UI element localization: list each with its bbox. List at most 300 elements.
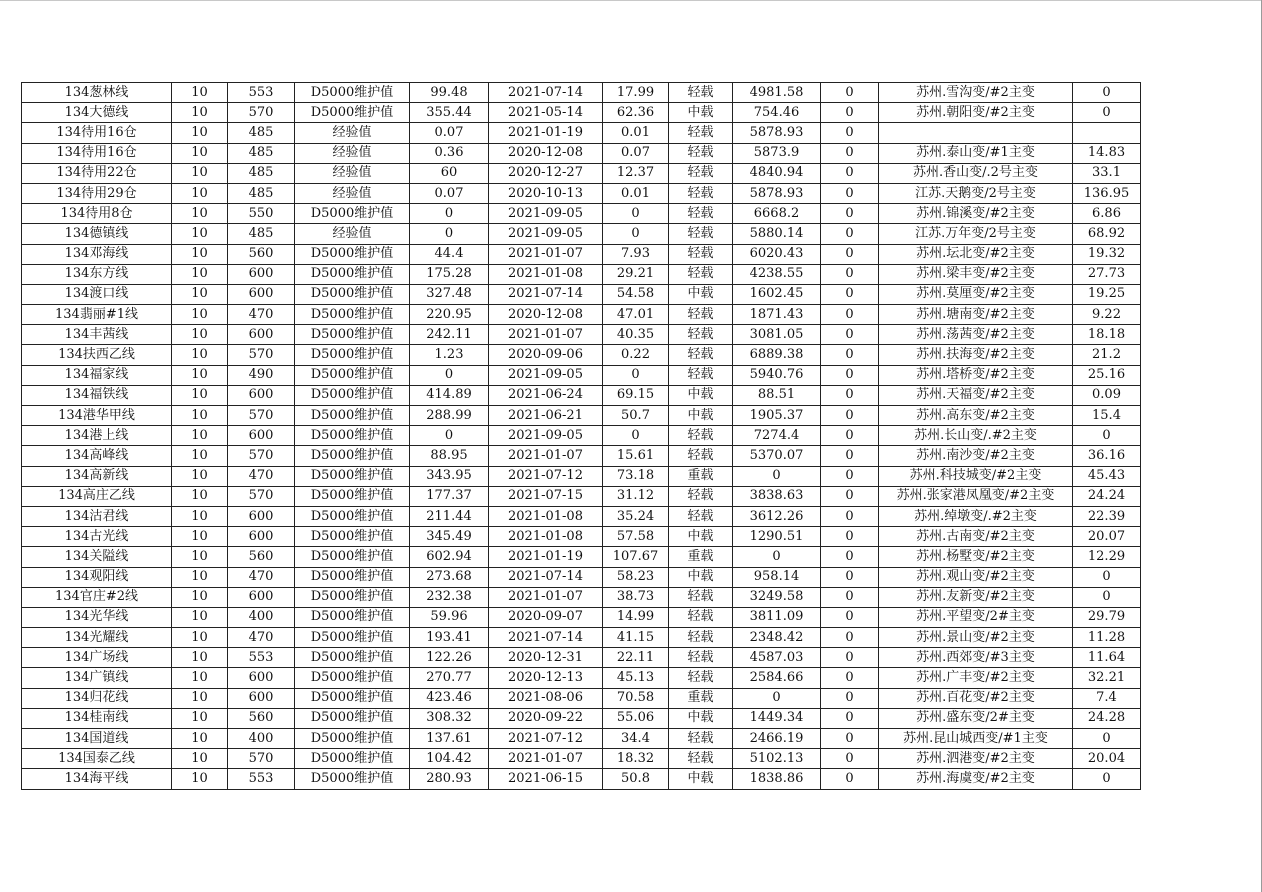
date-cell: 2021-08-06 — [489, 688, 603, 708]
voltage-cell: 10 — [172, 628, 228, 648]
load-rate-cell: 18.32 — [603, 749, 669, 769]
load-rate-cell: 50.8 — [603, 769, 669, 789]
line-name-cell: 134港华甲线 — [22, 406, 172, 426]
voltage-cell: 10 — [172, 365, 228, 385]
margin-cell: 5102.13 — [733, 749, 821, 769]
limit-cell: 600 — [228, 688, 295, 708]
limit-source-cell: D5000维护值 — [295, 749, 410, 769]
voltage-cell: 10 — [172, 567, 228, 587]
line-name-cell: 134待用29仓 — [22, 183, 172, 203]
load-level-cell: 轻载 — [669, 668, 733, 688]
limit-source-cell: D5000维护值 — [295, 708, 410, 728]
transformer-cell: 苏州.泗港变/#2主变 — [879, 749, 1073, 769]
margin-cell: 2466.19 — [733, 729, 821, 749]
flag-cell: 0 — [821, 668, 879, 688]
transformer-cell: 苏州.南沙变/#2主变 — [879, 446, 1073, 466]
load-level-cell: 轻载 — [669, 183, 733, 203]
transformer-rate-cell: 20.07 — [1073, 527, 1141, 547]
voltage-cell: 10 — [172, 446, 228, 466]
flag-cell: 0 — [821, 224, 879, 244]
max-load-cell: 59.96 — [410, 607, 489, 627]
max-load-cell: 0 — [410, 426, 489, 446]
flag-cell: 0 — [821, 486, 879, 506]
line-name-cell: 134高新线 — [22, 466, 172, 486]
limit-cell: 485 — [228, 123, 295, 143]
table-row — [22, 163, 1141, 183]
voltage-cell: 10 — [172, 729, 228, 749]
max-load-cell: 345.49 — [410, 527, 489, 547]
transformer-rate-cell: 9.22 — [1073, 305, 1141, 325]
date-cell: 2021-01-07 — [489, 749, 603, 769]
flag-cell: 0 — [821, 406, 879, 426]
transformer-cell: 苏州.梁丰变/#2主变 — [879, 264, 1073, 284]
date-cell: 2021-07-15 — [489, 486, 603, 506]
limit-cell: 485 — [228, 183, 295, 203]
load-level-cell: 中载 — [669, 769, 733, 789]
table-row — [22, 143, 1141, 163]
transformer-rate-cell: 0 — [1073, 103, 1141, 123]
table-row — [22, 365, 1141, 385]
limit-source-cell: 经验值 — [295, 143, 410, 163]
line-name-cell: 134港上线 — [22, 426, 172, 446]
flag-cell: 0 — [821, 385, 879, 405]
transformer-rate-cell: 0 — [1073, 769, 1141, 789]
max-load-cell: 414.89 — [410, 385, 489, 405]
margin-cell: 5873.9 — [733, 143, 821, 163]
flag-cell: 0 — [821, 264, 879, 284]
flag-cell: 0 — [821, 567, 879, 587]
line-name-cell: 134归花线 — [22, 688, 172, 708]
load-rate-cell: 29.21 — [603, 264, 669, 284]
transformer-rate-cell: 0 — [1073, 587, 1141, 607]
line-name-cell: 134海平线 — [22, 769, 172, 789]
transformer-cell: 苏州.朝阳变/#2主变 — [879, 103, 1073, 123]
table-row — [22, 264, 1141, 284]
line-name-cell: 134大德线 — [22, 103, 172, 123]
load-level-cell: 轻载 — [669, 83, 733, 103]
limit-source-cell: D5000维护值 — [295, 385, 410, 405]
load-level-cell: 轻载 — [669, 486, 733, 506]
flag-cell: 0 — [821, 729, 879, 749]
table-row — [22, 406, 1141, 426]
transformer-cell: 苏州.盛东变/2#主变 — [879, 708, 1073, 728]
limit-cell: 600 — [228, 527, 295, 547]
line-name-cell: 134光耀线 — [22, 628, 172, 648]
limit-cell: 600 — [228, 325, 295, 345]
load-level-cell: 轻载 — [669, 365, 733, 385]
margin-cell: 2584.66 — [733, 668, 821, 688]
max-load-cell: 175.28 — [410, 264, 489, 284]
limit-cell: 550 — [228, 204, 295, 224]
table-row — [22, 426, 1141, 446]
voltage-cell: 10 — [172, 506, 228, 526]
limit-source-cell: D5000维护值 — [295, 284, 410, 304]
table-row — [22, 244, 1141, 264]
transformer-cell: 江苏.万年变/2号主变 — [879, 224, 1073, 244]
line-name-cell: 134关隘线 — [22, 547, 172, 567]
table-row — [22, 547, 1141, 567]
limit-cell: 485 — [228, 143, 295, 163]
margin-cell: 1871.43 — [733, 305, 821, 325]
margin-cell: 4238.55 — [733, 264, 821, 284]
load-rate-cell: 50.7 — [603, 406, 669, 426]
voltage-cell: 10 — [172, 83, 228, 103]
load-level-cell: 轻载 — [669, 345, 733, 365]
load-rate-cell: 34.4 — [603, 729, 669, 749]
flag-cell: 0 — [821, 446, 879, 466]
transformer-cell: 苏州.友新变/#2主变 — [879, 587, 1073, 607]
load-level-cell: 中载 — [669, 406, 733, 426]
load-rate-cell: 14.99 — [603, 607, 669, 627]
margin-cell: 3838.63 — [733, 486, 821, 506]
load-level-cell: 中载 — [669, 708, 733, 728]
table-body — [22, 83, 1141, 790]
page-edge-top — [0, 0, 1262, 1]
table-row — [22, 708, 1141, 728]
limit-source-cell: D5000维护值 — [295, 466, 410, 486]
transformer-rate-cell: 27.73 — [1073, 264, 1141, 284]
limit-cell: 560 — [228, 547, 295, 567]
limit-source-cell: D5000维护值 — [295, 264, 410, 284]
transformer-cell: 苏州.锦溪变/#2主变 — [879, 204, 1073, 224]
margin-cell: 4981.58 — [733, 83, 821, 103]
load-level-cell: 中载 — [669, 567, 733, 587]
margin-cell: 5880.14 — [733, 224, 821, 244]
date-cell: 2021-07-14 — [489, 567, 603, 587]
limit-cell: 400 — [228, 729, 295, 749]
date-cell: 2020-12-27 — [489, 163, 603, 183]
max-load-cell: 0 — [410, 224, 489, 244]
limit-source-cell: D5000维护值 — [295, 325, 410, 345]
margin-cell: 3811.09 — [733, 607, 821, 627]
load-rate-cell: 62.36 — [603, 103, 669, 123]
flag-cell: 0 — [821, 345, 879, 365]
limit-source-cell: D5000维护值 — [295, 688, 410, 708]
transformer-cell: 苏州.广丰变/#2主变 — [879, 668, 1073, 688]
flag-cell: 0 — [821, 547, 879, 567]
date-cell: 2020-09-07 — [489, 607, 603, 627]
limit-source-cell: 经验值 — [295, 163, 410, 183]
margin-cell: 6668.2 — [733, 204, 821, 224]
limit-cell: 485 — [228, 163, 295, 183]
line-name-cell: 134福铁线 — [22, 385, 172, 405]
load-rate-cell: 70.58 — [603, 688, 669, 708]
limit-source-cell: 经验值 — [295, 123, 410, 143]
load-level-cell: 中载 — [669, 103, 733, 123]
table-row — [22, 769, 1141, 789]
load-rate-cell: 22.11 — [603, 648, 669, 668]
voltage-cell: 10 — [172, 547, 228, 567]
load-level-cell: 轻载 — [669, 264, 733, 284]
flag-cell: 0 — [821, 103, 879, 123]
load-rate-cell: 0.01 — [603, 123, 669, 143]
load-rate-cell: 0 — [603, 365, 669, 385]
line-load-table — [21, 82, 1141, 790]
max-load-cell: 343.95 — [410, 466, 489, 486]
load-level-cell: 轻载 — [669, 204, 733, 224]
flag-cell: 0 — [821, 607, 879, 627]
flag-cell: 0 — [821, 466, 879, 486]
load-level-cell: 轻载 — [669, 305, 733, 325]
transformer-cell: 苏州.古南变/#2主变 — [879, 527, 1073, 547]
line-name-cell: 134国泰乙线 — [22, 749, 172, 769]
limit-source-cell: D5000维护值 — [295, 305, 410, 325]
max-load-cell: 60 — [410, 163, 489, 183]
line-name-cell: 134福家线 — [22, 365, 172, 385]
margin-cell: 6020.43 — [733, 244, 821, 264]
max-load-cell: 99.48 — [410, 83, 489, 103]
line-name-cell: 134渡口线 — [22, 284, 172, 304]
max-load-cell: 0 — [410, 204, 489, 224]
load-level-cell: 中载 — [669, 527, 733, 547]
table-row — [22, 729, 1141, 749]
date-cell: 2021-07-14 — [489, 284, 603, 304]
transformer-rate-cell: 21.2 — [1073, 345, 1141, 365]
date-cell: 2020-12-08 — [489, 305, 603, 325]
date-cell: 2021-01-07 — [489, 244, 603, 264]
voltage-cell: 10 — [172, 183, 228, 203]
flag-cell: 0 — [821, 628, 879, 648]
margin-cell: 0 — [733, 688, 821, 708]
table-row — [22, 587, 1141, 607]
max-load-cell: 270.77 — [410, 668, 489, 688]
flag-cell: 0 — [821, 769, 879, 789]
voltage-cell: 10 — [172, 103, 228, 123]
line-name-cell: 134官庄#2线 — [22, 587, 172, 607]
limit-source-cell: D5000维护值 — [295, 406, 410, 426]
max-load-cell: 423.46 — [410, 688, 489, 708]
transformer-cell: 苏州.香山变/.2号主变 — [879, 163, 1073, 183]
line-name-cell: 134东方线 — [22, 264, 172, 284]
table-row — [22, 345, 1141, 365]
flag-cell: 0 — [821, 143, 879, 163]
table-row — [22, 83, 1141, 103]
margin-cell: 88.51 — [733, 385, 821, 405]
limit-cell: 570 — [228, 406, 295, 426]
limit-source-cell: D5000维护值 — [295, 204, 410, 224]
limit-cell: 470 — [228, 466, 295, 486]
limit-cell: 470 — [228, 628, 295, 648]
date-cell: 2021-07-12 — [489, 729, 603, 749]
margin-cell: 1905.37 — [733, 406, 821, 426]
transformer-rate-cell: 6.86 — [1073, 204, 1141, 224]
transformer-cell: 苏州.雪沟变/#2主变 — [879, 83, 1073, 103]
load-rate-cell: 73.18 — [603, 466, 669, 486]
voltage-cell: 10 — [172, 244, 228, 264]
transformer-cell: 苏州.百花变/#2主变 — [879, 688, 1073, 708]
line-name-cell: 134翡丽#1线 — [22, 305, 172, 325]
max-load-cell: 355.44 — [410, 103, 489, 123]
flag-cell: 0 — [821, 163, 879, 183]
voltage-cell: 10 — [172, 284, 228, 304]
table-row — [22, 688, 1141, 708]
voltage-cell: 10 — [172, 587, 228, 607]
load-level-cell: 重载 — [669, 688, 733, 708]
transformer-rate-cell: 36.16 — [1073, 446, 1141, 466]
transformer-rate-cell: 22.39 — [1073, 506, 1141, 526]
voltage-cell: 10 — [172, 204, 228, 224]
load-level-cell: 轻载 — [669, 244, 733, 264]
voltage-cell: 10 — [172, 406, 228, 426]
flag-cell: 0 — [821, 506, 879, 526]
limit-cell: 553 — [228, 83, 295, 103]
transformer-rate-cell: 24.28 — [1073, 708, 1141, 728]
limit-cell: 600 — [228, 587, 295, 607]
transformer-rate-cell: 19.25 — [1073, 284, 1141, 304]
date-cell: 2021-07-14 — [489, 83, 603, 103]
limit-source-cell: D5000维护值 — [295, 587, 410, 607]
limit-source-cell: D5000维护值 — [295, 668, 410, 688]
max-load-cell: 0.36 — [410, 143, 489, 163]
load-rate-cell: 0 — [603, 204, 669, 224]
table-row — [22, 305, 1141, 325]
margin-cell: 5940.76 — [733, 365, 821, 385]
voltage-cell: 10 — [172, 749, 228, 769]
transformer-rate-cell: 19.32 — [1073, 244, 1141, 264]
table-row — [22, 325, 1141, 345]
transformer-cell: 苏州.长山变/.#2主变 — [879, 426, 1073, 446]
limit-source-cell: D5000维护值 — [295, 345, 410, 365]
load-rate-cell: 107.67 — [603, 547, 669, 567]
date-cell: 2021-01-07 — [489, 587, 603, 607]
load-rate-cell: 47.01 — [603, 305, 669, 325]
date-cell: 2021-09-05 — [489, 224, 603, 244]
load-rate-cell: 57.58 — [603, 527, 669, 547]
line-name-cell: 134德镇线 — [22, 224, 172, 244]
limit-cell: 400 — [228, 607, 295, 627]
voltage-cell: 10 — [172, 385, 228, 405]
transformer-rate-cell: 0 — [1073, 567, 1141, 587]
transformer-rate-cell: 25.16 — [1073, 365, 1141, 385]
flag-cell: 0 — [821, 83, 879, 103]
margin-cell: 4840.94 — [733, 163, 821, 183]
transformer-rate-cell: 18.18 — [1073, 325, 1141, 345]
transformer-cell: 苏州.莫厘变/#2主变 — [879, 284, 1073, 304]
transformer-rate-cell: 33.1 — [1073, 163, 1141, 183]
load-rate-cell: 38.73 — [603, 587, 669, 607]
load-level-cell: 轻载 — [669, 587, 733, 607]
line-name-cell: 134桂南线 — [22, 708, 172, 728]
margin-cell: 4587.03 — [733, 648, 821, 668]
date-cell: 2021-06-15 — [489, 769, 603, 789]
table-row — [22, 183, 1141, 203]
limit-source-cell: D5000维护值 — [295, 244, 410, 264]
transformer-rate-cell: 20.04 — [1073, 749, 1141, 769]
line-name-cell: 134待用16仓 — [22, 123, 172, 143]
load-rate-cell: 31.12 — [603, 486, 669, 506]
max-load-cell: 288.99 — [410, 406, 489, 426]
load-level-cell: 轻载 — [669, 224, 733, 244]
date-cell: 2021-01-07 — [489, 325, 603, 345]
date-cell: 2021-06-21 — [489, 406, 603, 426]
transformer-cell: 苏州.昆山城西变/#1主变 — [879, 729, 1073, 749]
line-name-cell: 134国道线 — [22, 729, 172, 749]
table-row — [22, 749, 1141, 769]
margin-cell: 0 — [733, 547, 821, 567]
date-cell: 2020-09-22 — [489, 708, 603, 728]
flag-cell: 0 — [821, 365, 879, 385]
flag-cell: 0 — [821, 749, 879, 769]
flag-cell: 0 — [821, 527, 879, 547]
date-cell: 2020-12-08 — [489, 143, 603, 163]
max-load-cell: 220.95 — [410, 305, 489, 325]
line-name-cell: 134丰茜线 — [22, 325, 172, 345]
table-row — [22, 385, 1141, 405]
load-rate-cell: 69.15 — [603, 385, 669, 405]
load-rate-cell: 7.93 — [603, 244, 669, 264]
max-load-cell: 0.07 — [410, 183, 489, 203]
table-row — [22, 486, 1141, 506]
max-load-cell: 308.32 — [410, 708, 489, 728]
line-name-cell: 134古光线 — [22, 527, 172, 547]
limit-source-cell: D5000维护值 — [295, 729, 410, 749]
max-load-cell: 0.07 — [410, 123, 489, 143]
margin-cell: 3612.26 — [733, 506, 821, 526]
max-load-cell: 327.48 — [410, 284, 489, 304]
max-load-cell: 602.94 — [410, 547, 489, 567]
table-row — [22, 527, 1141, 547]
max-load-cell: 280.93 — [410, 769, 489, 789]
transformer-rate-cell: 12.29 — [1073, 547, 1141, 567]
transformer-rate-cell: 15.4 — [1073, 406, 1141, 426]
load-level-cell: 轻载 — [669, 506, 733, 526]
limit-cell: 560 — [228, 244, 295, 264]
transformer-rate-cell: 14.83 — [1073, 143, 1141, 163]
margin-cell: 3081.05 — [733, 325, 821, 345]
load-rate-cell: 0.07 — [603, 143, 669, 163]
voltage-cell: 10 — [172, 769, 228, 789]
max-load-cell: 88.95 — [410, 446, 489, 466]
table-row — [22, 284, 1141, 304]
voltage-cell: 10 — [172, 688, 228, 708]
voltage-cell: 10 — [172, 325, 228, 345]
load-rate-cell: 40.35 — [603, 325, 669, 345]
transformer-rate-cell: 7.4 — [1073, 688, 1141, 708]
transformer-rate-cell: 11.28 — [1073, 628, 1141, 648]
transformer-cell: 苏州.扶海变/#2主变 — [879, 345, 1073, 365]
limit-cell: 600 — [228, 506, 295, 526]
load-level-cell: 轻载 — [669, 607, 733, 627]
flag-cell: 0 — [821, 426, 879, 446]
margin-cell: 5878.93 — [733, 123, 821, 143]
margin-cell: 6889.38 — [733, 345, 821, 365]
date-cell: 2021-09-05 — [489, 365, 603, 385]
flag-cell: 0 — [821, 325, 879, 345]
load-rate-cell: 41.15 — [603, 628, 669, 648]
limit-source-cell: D5000维护值 — [295, 607, 410, 627]
max-load-cell: 232.38 — [410, 587, 489, 607]
transformer-rate-cell: 0 — [1073, 729, 1141, 749]
limit-source-cell: D5000维护值 — [295, 426, 410, 446]
limit-source-cell: D5000维护值 — [295, 547, 410, 567]
transformer-cell: 苏州.坛北变/#2主变 — [879, 244, 1073, 264]
date-cell: 2021-07-14 — [489, 628, 603, 648]
load-level-cell: 轻载 — [669, 729, 733, 749]
transformer-cell: 苏州.塔桥变/#2主变 — [879, 365, 1073, 385]
max-load-cell: 193.41 — [410, 628, 489, 648]
load-level-cell: 轻载 — [669, 648, 733, 668]
transformer-cell: 苏州.塘南变/#2主变 — [879, 305, 1073, 325]
table-row — [22, 567, 1141, 587]
max-load-cell: 242.11 — [410, 325, 489, 345]
date-cell: 2021-05-14 — [489, 103, 603, 123]
table-row — [22, 123, 1141, 143]
load-level-cell: 轻载 — [669, 749, 733, 769]
max-load-cell: 122.26 — [410, 648, 489, 668]
limit-cell: 470 — [228, 567, 295, 587]
max-load-cell: 104.42 — [410, 749, 489, 769]
limit-source-cell: D5000维护值 — [295, 506, 410, 526]
